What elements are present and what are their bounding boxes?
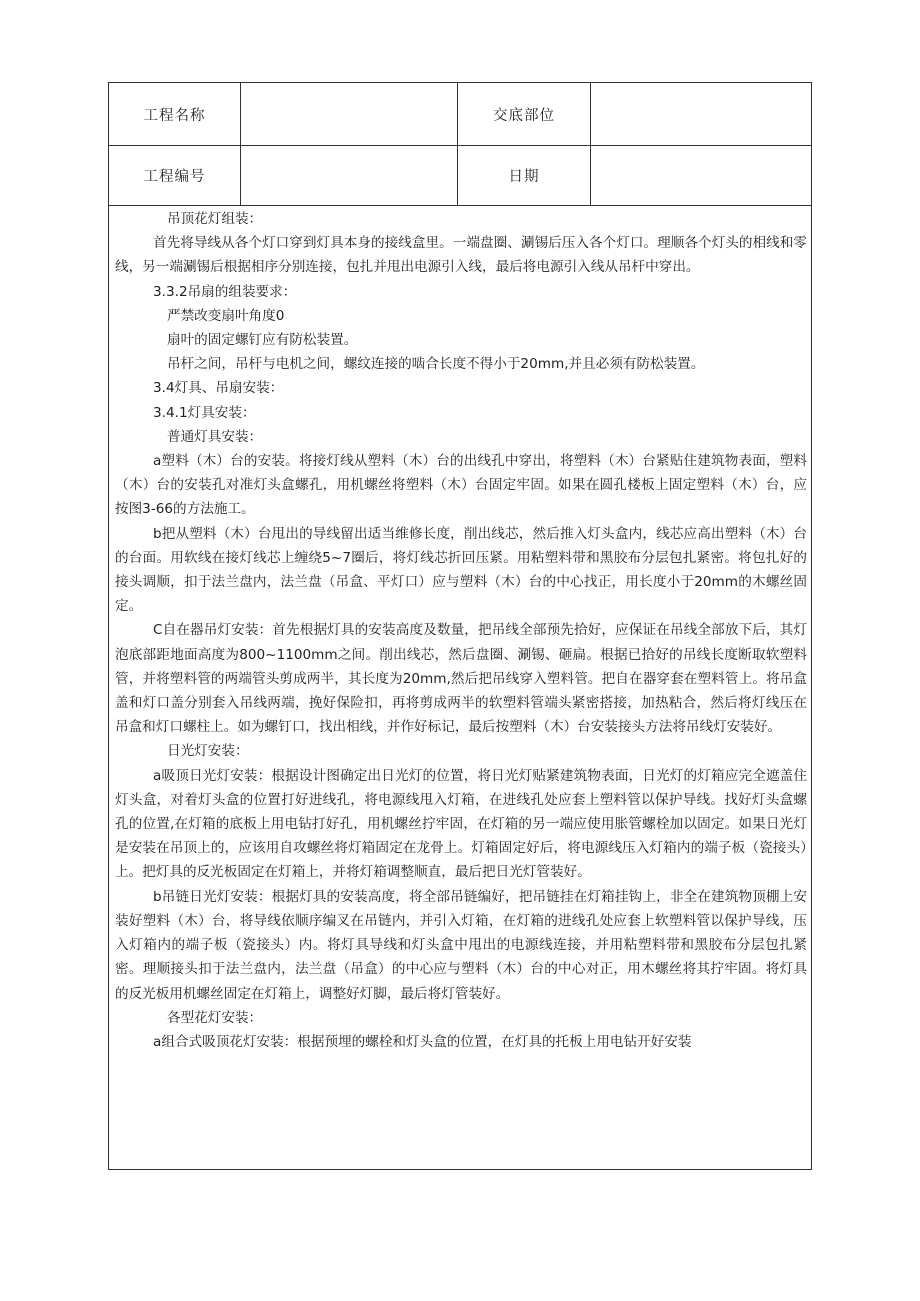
paragraph: a吸顶日光灯安装：根据设计图确定出日光灯的位置，将日光灯贴紧建筑物表面，日光灯的灯箱应完全遮盖住灯头盒，对着灯头盒的位置打好进线孔，将电源线甩入灯箱，在进线孔处应套上塑料管以保护导线。找好灯头盒螺孔的位置,在灯箱的底板上用电钻打好孔，用机螺丝拧牢固，在灯箱的另一端应使用胀管螺栓加以固定。如果日光灯是安装在吊顶上的，应该用自攻螺丝将灯箱固定在龙骨上。灯箱固定好后，将电源线压入灯箱内的端子板（瓷接头）上。把灯具的反光板固定在灯箱上，并将灯箱调整顺直，最后把日光灯管装好。 xyxy=(115,767,808,881)
paragraph: C自在器吊灯安装：首先根据灯具的安装高度及数量，把吊线全部预先拾好，应保证在吊线全部放下后，其灯泡底部距地面高度为800~1100mm之间。削出线芯，然后盘圈、涮锡、砸扁。根据已拾好的吊线长度断取软塑料管，并将塑料管的两端管头剪成两半，其长度为20mm,然后把吊线穿入塑料管。把自在器穿套在塑料管上。将吊盒盖和灯口盖分别套入吊线两端，挽好保险扣，再将剪成两半的软塑料管端头紧密搭接，加热粘合，然后将灯线压在吊盒和灯口螺柱上。如为螺钉口，找出相线，并作好标记，最后按塑料（木）台安装接头方法将吊线灯安装好。 xyxy=(115,622,808,736)
header-row-2 xyxy=(109,145,811,206)
paragraph: a组合式吸顶花灯安装：根据预埋的螺栓和灯头盒的位置，在灯具的托板上用电钻开好安装 xyxy=(153,1033,692,1050)
section-heading: 3.4灯具、吊扇安装： xyxy=(153,380,284,397)
paragraph: 严禁改变扇叶角度0 xyxy=(167,307,285,324)
paragraph: b把从塑料（木）台甩出的导线留出适当维修长度，削出线芯，然后推入灯头盒内，线芯应高出塑料（木）台的台面。用软线在接灯线芯上缠绕5~7圈后，将灯线芯折回压紧。用粘塑料带和黑胶布分层包扎紧密。将包扎好的接头调顺，扣于法兰盘内，法兰盘（吊盒、平灯口）应与塑料（木）台的中心找正，用长度小于20mm的木螺丝固定。 xyxy=(115,525,808,615)
date-field[interactable] xyxy=(591,145,811,205)
project-name-field[interactable] xyxy=(241,83,458,145)
section-heading: 3.4.1灯具安装： xyxy=(153,404,256,421)
project-no-label: 工程编号 xyxy=(109,145,241,205)
header-row-1 xyxy=(109,83,811,146)
paragraph: 扇叶的固定螺钉应有防松装置。 xyxy=(167,332,358,349)
subsection-heading: 各型花灯安装： xyxy=(167,1009,263,1026)
handover-form xyxy=(108,82,812,1170)
section-heading: 3.3.2吊扇的组装要求： xyxy=(153,283,297,300)
project-no-field[interactable] xyxy=(241,145,458,205)
paragraph: 吊杆之间，吊杆与电机之间，螺纹连接的啮合长度不得小于20mm,并且必须有防松装置。 xyxy=(167,356,705,373)
project-name-label: 工程名称 xyxy=(109,83,241,145)
paragraph: b吊链日光灯安装：根据灯具的安装高度，将全部吊链编好，把吊链挂在灯箱挂钩上，非全在建筑物顶棚上安装好塑料（木）台，将导线依顺序编叉在吊链内，并引入灯箱，在灯箱的进线孔处应套上软塑料管以保护导线，压入灯箱内的端子板（瓷接头）内。将灯具导线和灯头盒中甩出的电源线连接，并用粘塑料带和黑胶布分层包扎紧密。理顺接头扣于法兰盘内，法兰盘（吊盒）的中心应与塑料（木）台的中心对正，用木螺丝将其拧牢固。将灯具的反光板用机螺丝固定在灯箱上，调整好灯脚，最后将灯管装好。 xyxy=(115,888,808,1002)
handover-part-field[interactable] xyxy=(591,83,811,145)
subsection-heading: 日光灯安装： xyxy=(167,743,249,760)
subsection-heading: 普通灯具安装： xyxy=(167,428,263,445)
handover-content xyxy=(109,207,811,1054)
date-label: 日期 xyxy=(458,145,591,205)
paragraph: 首先将导线从各个灯口穿到灯具本身的接线盒里。一端盘圈、涮锡后压入各个灯口。理顺各个灯头的相线和零线，另一端涮锡后根据相序分别连接，包扎并甩出电源引入线，最后将电源引入线从吊杆中穿出。 xyxy=(115,235,808,276)
paragraph: a塑料（木）台的安装。将接灯线从塑料（木）台的出线孔中穿出，将塑料（木）台紧贴住建筑物表面，塑料（木）台的安装孔对准灯头盒螺孔，用机螺丝将塑料（木）台固定牢固。如果在圆孔楼板上固定塑料（木）台，应按图3-66的方法施工。 xyxy=(115,453,808,518)
handover-part-label: 交底部位 xyxy=(458,83,591,145)
paragraph: 吊顶花灯组装： xyxy=(167,211,263,227)
